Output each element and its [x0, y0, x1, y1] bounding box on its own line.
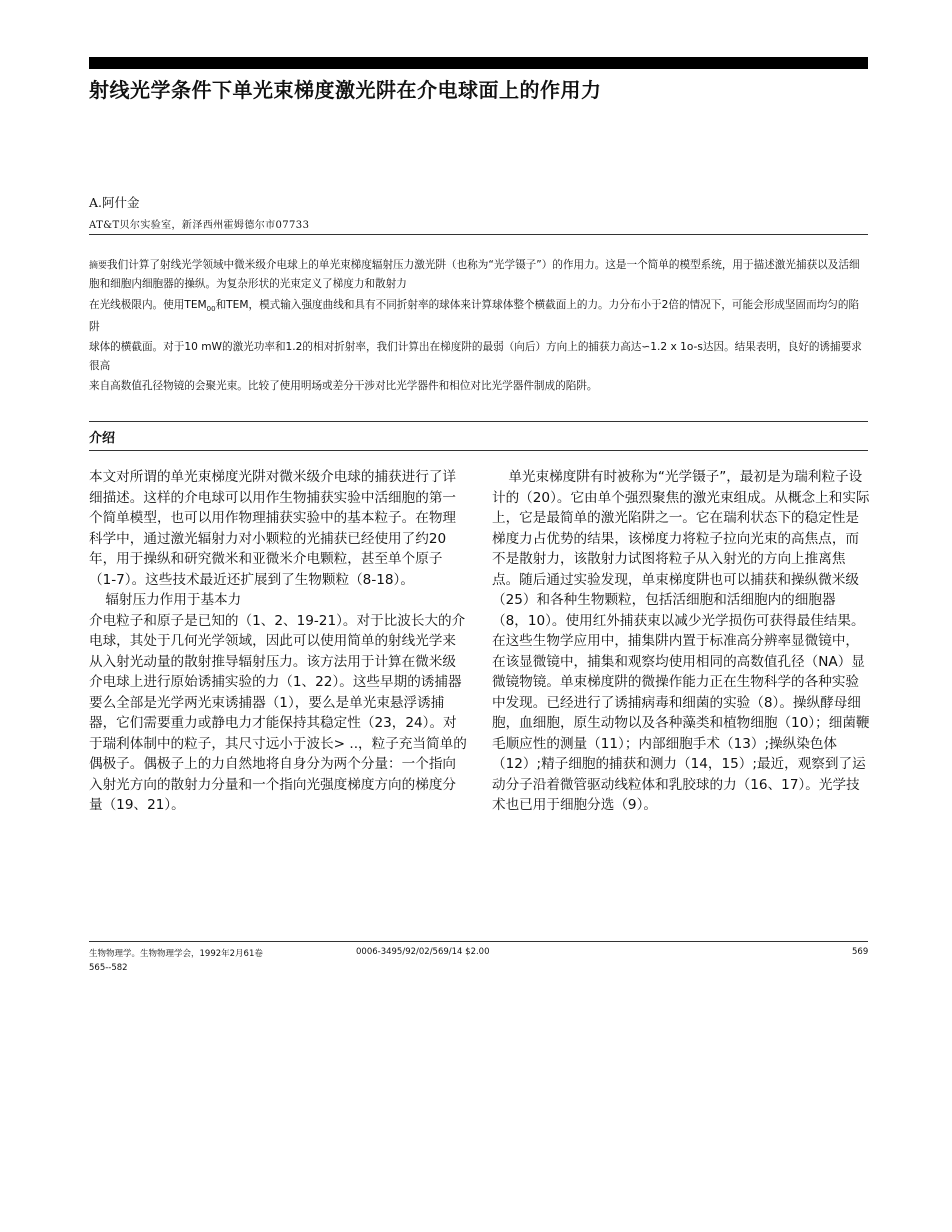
header-divider	[89, 234, 868, 235]
abstract	[89, 256, 868, 397]
footer-divider	[89, 941, 868, 942]
journal-citation: 生物物理学。生物物理学会，1992年2月61卷565--582	[89, 949, 263, 973]
body-paragraph: 单光束梯度阱有时被称为“光学镊子”，最初是为瑞利粒子设计的（20）。它由单个强烈聚焦的激光束组成。从概念上和实际上，它是最简单的激光陷阱之一。它在瑞利状态下的稳定性是梯度力占优势的结果，该梯度力将粒子拉向光束的高焦点，而不是散射力，该散射力试图将粒子从入射光的方向上推离焦点。随后通过实验发现，单束梯度阱也可以捕获和操纵微米级（25）和各种生物颗粒，包括活细胞和活细胞内的细胞器（8，10）。使用红外捕获束以减少光学损伤可获得最佳结果。在这些生物学应用中，捕集阱内置于标准高分辨率显微镜中，在该显微镜中，捕集和观察均使用相同的高数值孔径（NA）显微镜物镜。单束梯度阱的微操作能力正在生物科学的各种实验中发现。已经进行了诱捕病毒和细菌的实验（8）。操纵酵母细胞，血细胞，原生动物以及各种藻类和植物细胞（10）；细菌鞭毛顺应性的测量（11）；内部细胞手术（13）;操纵染色体（12）;精子细胞的捕获和测力（14，15）;最近，观察到了运动分子沿着微管驱动线粒体和乳胶球的力（16、17）。光学技术也已用于细胞分选（9）。	[492, 469, 870, 813]
abstract-label: 摘要	[89, 261, 108, 271]
abstract-paragraph: 来自高数值孔径物镜的会聚光束。比较了使用明场或差分干涉对比光学器件和相位对比光学器件制成的陷阱。	[89, 379, 598, 392]
abstract-paragraph: 球体的横截面。对于10 mW的激光功率和1.2的相对折射率，我们计算出在梯度阱的最弱（向后）方向上的捕获力高达∽1.2 x 1o-s达因。结果表明，良好的诱捕要求很高	[89, 341, 862, 372]
abstract-subscript: 00	[206, 304, 216, 313]
page-number: 569	[852, 947, 869, 957]
body-paragraph: 本文对所谓的单光束梯度光阱对微米级介电球的捕获进行了详细描述。这样的介电球可以用作生物捕获实验中活细胞的第一个简单模型，也可以用作物理捕获实验中的基本粒子。在物理科学中，通过激光辐射力对小颗粒的光捕获已经使用了约20年，用于操纵和研究微米和亚微米介电颗粒，甚至单个原子（1-7）。这些技术最近还扩展到了生物颗粒（8-18）。	[89, 469, 457, 588]
abstract-text-2b: 和TEM，模式输入强度曲线和具有不同折射率的球体来计算球体整个横截面上的力。力分布小于2倍的情况下，可能会形成坚固而均匀的陷阱	[89, 298, 860, 333]
abstract-paragraph	[89, 256, 868, 294]
section-heading: 介绍	[89, 431, 116, 446]
abstract-text-2a: 在光线极限内。使用TEM	[89, 298, 207, 311]
abstract-paragraph	[89, 296, 868, 337]
author-affiliation: AT&T贝尔实验室，新泽西州霍姆德尔市07733	[89, 220, 310, 231]
body-paragraph: 介电粒子和原子是已知的（1、2、19-21）。对于比波长大的介电球，其处于几何光学领域，因此可以使用简单的射线光学来从入射光动量的散射推导辐射压力。该方法用于计算在微米级介电球上进行原始诱捕实验的力（1、22）。这些早期的诱捕器要么全部是光学两光束诱捕器（1），要么是单光束悬浮诱捕器，它们需要重力或静电力才能保持其稳定性（23，24）。对于瑞利体制中的粒子，其尺寸远小于波长> ..，粒子充当简单的偶极子。偶极子上的力自然地将自身分为两个分量：一个指向入射光方向的散射力分量和一个指向光强度梯度方向的梯度分量（19、21）。	[89, 612, 467, 813]
author-name: A.阿什金	[89, 195, 140, 210]
body-column-left	[89, 467, 467, 816]
section-divider	[89, 450, 868, 451]
paper-title: 射线光学条件下单光束梯度激光阱在介电球面上的作用力	[89, 78, 602, 102]
abstract-divider	[89, 421, 868, 422]
body-paragraph: 辐射压力作用于基本力	[105, 592, 242, 608]
body-column-right	[492, 467, 870, 816]
abstract-text-1: 我们计算了射线光学领域中微米级介电球上的单光束梯度辐射压力激光阱（也称为“光学镊子”）的作用力。这是一个简单的模型系统，用于描述激光捕获以及活细胞和细胞内细胞器的操纵。为复杂形状的光束定义了梯度力和散射力	[89, 259, 860, 291]
article-code: 0006-3495/92/02/569/14 $2.00	[356, 947, 490, 957]
top-rule-bar	[89, 57, 868, 69]
